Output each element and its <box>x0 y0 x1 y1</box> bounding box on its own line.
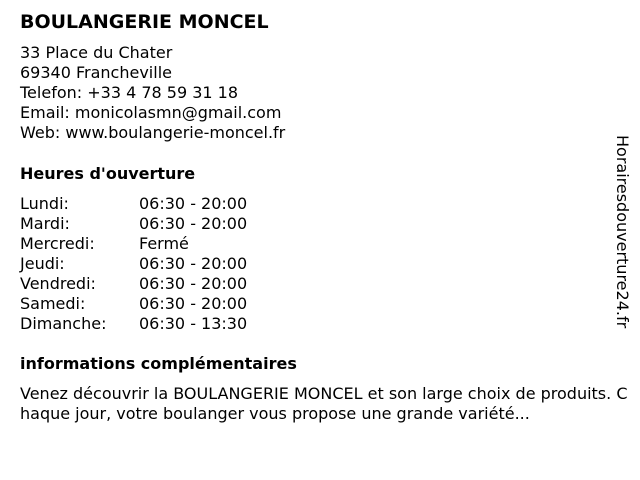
website: Web: www.boulangerie-moncel.fr <box>20 123 286 142</box>
hours-time: 06:30 - 13:30 <box>139 314 248 333</box>
hours-day: Jeudi: <box>20 254 65 273</box>
hours-day: Vendredi: <box>20 274 96 293</box>
contact-block <box>20 43 285 143</box>
hours-row-sunday <box>20 314 247 334</box>
site-watermark-label: Horairesdouverture24.fr <box>613 135 632 329</box>
hours-time: Fermé <box>139 234 189 253</box>
address-city: 69340 Francheville <box>20 63 172 82</box>
hours-time: 06:30 - 20:00 <box>139 194 248 213</box>
hours-row-monday <box>20 194 247 214</box>
info-heading: informations complémentaires <box>20 354 297 373</box>
hours-row-wednesday <box>20 234 247 254</box>
hours-day: Mardi: <box>20 214 70 233</box>
hours-row-saturday <box>20 294 247 314</box>
hours-row-thursday <box>20 254 247 274</box>
email-address: Email: monicolasmn@gmail.com <box>20 103 282 122</box>
hours-time: 06:30 - 20:00 <box>139 214 248 233</box>
business-name: BOULANGERIE MONCEL <box>20 11 269 33</box>
hours-time: 06:30 - 20:00 <box>139 254 248 273</box>
hours-day: Samedi: <box>20 294 86 313</box>
hours-heading: Heures d'ouverture <box>20 164 196 183</box>
address-street: 33 Place du Chater <box>20 43 173 62</box>
hours-time: 06:30 - 20:00 <box>139 294 248 313</box>
hours-day: Mercredi: <box>20 234 95 253</box>
hours-day: Dimanche: <box>20 314 107 333</box>
hours-day: Lundi: <box>20 194 69 213</box>
phone-number: Telefon: +33 4 78 59 31 18 <box>20 83 239 102</box>
hours-time: 06:30 - 20:00 <box>139 274 248 293</box>
hours-table <box>20 194 247 334</box>
hours-row-tuesday <box>20 214 247 234</box>
hours-row-friday <box>20 274 247 294</box>
info-description: Venez découvrir la BOULANGERIE MONCEL et son large choix de produits. Chaque jour, votre boulanger vous propose une grande variété... <box>20 384 628 423</box>
